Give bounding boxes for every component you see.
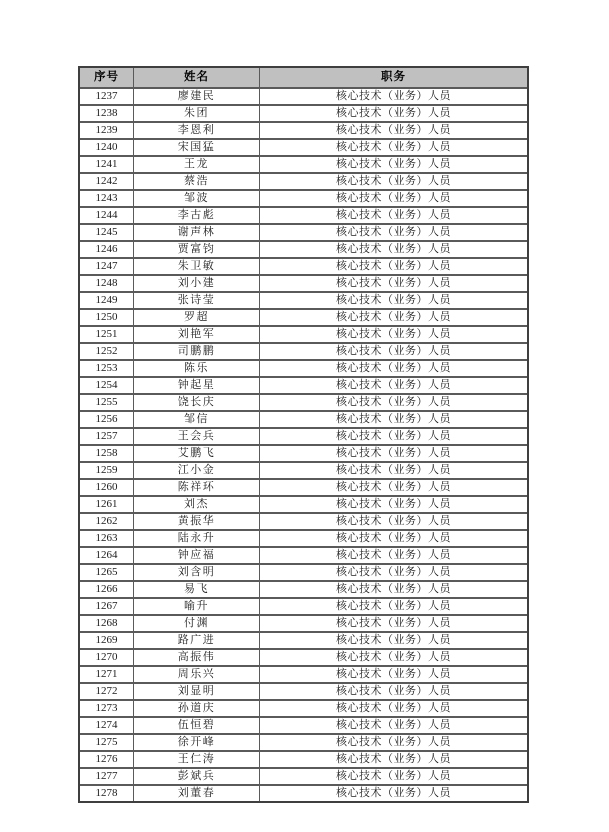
- name-cell: 周乐兴: [134, 667, 260, 682]
- title-cell: 核心技术（业务）人员: [336, 719, 451, 731]
- serial-cell: 1247: [80, 259, 134, 274]
- name-cell: 蔡浩: [134, 174, 260, 189]
- title-cell: 核心技术（业务）人员: [336, 277, 451, 289]
- name-cell: 付渊: [134, 616, 260, 631]
- table-row: [80, 240, 527, 257]
- table-row: [80, 206, 527, 223]
- name-cell: 陈乐: [134, 361, 260, 376]
- title-cell: 核心技术（业务）人员: [336, 124, 451, 136]
- table-row: [80, 359, 527, 376]
- name-cell: 刘杰: [134, 497, 260, 512]
- table-row: [80, 104, 527, 121]
- name-cell: 罗超: [134, 310, 260, 325]
- table-row: [80, 478, 527, 495]
- table-row: [80, 342, 527, 359]
- table-row: [80, 257, 527, 274]
- title-cell: 核心技术（业务）人员: [336, 311, 451, 323]
- name-cell: 朱卫敏: [134, 259, 260, 274]
- serial-cell: 1245: [80, 225, 134, 240]
- serial-cell: 1263: [80, 531, 134, 546]
- title-cell: 核心技术（业务）人员: [336, 634, 451, 646]
- name-cell: 高振伟: [134, 650, 260, 665]
- title-cell: 核心技术（业务）人员: [336, 515, 451, 527]
- table-row: [80, 495, 527, 512]
- table-row: [80, 546, 527, 563]
- title-cell: 核心技术（业务）人员: [336, 175, 451, 187]
- name-cell: 喻升: [134, 599, 260, 614]
- name-cell: 谢声林: [134, 225, 260, 240]
- name-cell: 宋国猛: [134, 140, 260, 155]
- serial-cell: 1256: [80, 412, 134, 427]
- title-cell: 核心技术（业务）人员: [336, 90, 451, 102]
- table-row: [80, 121, 527, 138]
- table-row: [80, 223, 527, 240]
- serial-cell: 1278: [80, 786, 134, 801]
- serial-cell: 1240: [80, 140, 134, 155]
- title-cell: 核心技术（业务）人员: [336, 294, 451, 306]
- serial-cell: 1248: [80, 276, 134, 291]
- name-cell: 孙道庆: [134, 701, 260, 716]
- table-row: [80, 512, 527, 529]
- serial-cell: 1249: [80, 293, 134, 308]
- name-cell: 王仁涛: [134, 752, 260, 767]
- title-cell: 核心技术（业务）人员: [336, 498, 451, 510]
- personnel-table: [78, 66, 529, 803]
- title-cell: 核心技术（业务）人员: [336, 396, 451, 408]
- table-row: [80, 716, 527, 733]
- serial-cell: 1266: [80, 582, 134, 597]
- serial-cell: 1238: [80, 106, 134, 121]
- serial-cell: 1258: [80, 446, 134, 461]
- name-cell: 张诗莹: [134, 293, 260, 308]
- name-cell: 廖建民: [134, 89, 260, 104]
- table-row: [80, 427, 527, 444]
- table-row: [80, 189, 527, 206]
- title-cell: 核心技术（业务）人员: [336, 447, 451, 459]
- name-cell: 路广进: [134, 633, 260, 648]
- name-cell: 邹信: [134, 412, 260, 427]
- title-cell: 核心技术（业务）人员: [336, 141, 451, 153]
- table-row: [80, 393, 527, 410]
- title-cell: 核心技术（业务）人员: [336, 243, 451, 255]
- serial-cell: 1260: [80, 480, 134, 495]
- serial-cell: 1252: [80, 344, 134, 359]
- serial-cell: 1254: [80, 378, 134, 393]
- table-row: [80, 784, 527, 801]
- table-row: [80, 172, 527, 189]
- name-cell: 李恩利: [134, 123, 260, 138]
- serial-cell: 1239: [80, 123, 134, 138]
- table-row: [80, 699, 527, 716]
- serial-cell: 1246: [80, 242, 134, 257]
- serial-cell: 1274: [80, 718, 134, 733]
- title-cell: 核心技术（业务）人员: [336, 668, 451, 680]
- serial-cell: 1265: [80, 565, 134, 580]
- serial-cell: 1270: [80, 650, 134, 665]
- name-cell: 邹波: [134, 191, 260, 206]
- name-cell: 刘董春: [134, 786, 260, 801]
- table-row: [80, 410, 527, 427]
- title-cell: 核心技术（业务）人员: [336, 685, 451, 697]
- table-row: [80, 733, 527, 750]
- title-cell: 核心技术（业务）人员: [336, 464, 451, 476]
- serial-cell: 1237: [80, 89, 134, 104]
- name-cell: 司鹏鹏: [134, 344, 260, 359]
- title-cell: 核心技术（业务）人员: [336, 532, 451, 544]
- serial-cell: 1269: [80, 633, 134, 648]
- title-cell: 核心技术（业务）人员: [336, 583, 451, 595]
- serial-cell: 1253: [80, 361, 134, 376]
- title-cell: 核心技术（业务）人员: [336, 549, 451, 561]
- title-cell: 核心技术（业务）人员: [336, 192, 451, 204]
- table-body: [80, 87, 527, 801]
- table-row: [80, 308, 527, 325]
- serial-cell: 1276: [80, 752, 134, 767]
- name-cell: 饶长庆: [134, 395, 260, 410]
- table-row: [80, 614, 527, 631]
- name-cell: 刘含明: [134, 565, 260, 580]
- title-cell: 核心技术（业务）人员: [336, 753, 451, 765]
- header-name: 姓名: [134, 68, 260, 87]
- name-cell: 陈祥环: [134, 480, 260, 495]
- serial-cell: 1243: [80, 191, 134, 206]
- serial-cell: 1264: [80, 548, 134, 563]
- title-cell: 核心技术（业务）人员: [336, 379, 451, 391]
- title-cell: 核心技术（业务）人员: [336, 481, 451, 493]
- table-row: [80, 563, 527, 580]
- name-cell: 陆永升: [134, 531, 260, 546]
- table-row: [80, 631, 527, 648]
- table-row: [80, 665, 527, 682]
- serial-cell: 1259: [80, 463, 134, 478]
- table-row: [80, 461, 527, 478]
- name-cell: 艾鹏飞: [134, 446, 260, 461]
- table-header-row: [80, 68, 527, 87]
- name-cell: 钟起星: [134, 378, 260, 393]
- serial-cell: 1250: [80, 310, 134, 325]
- name-cell: 易飞: [134, 582, 260, 597]
- title-cell: 核心技术（业务）人员: [336, 413, 451, 425]
- serial-cell: 1277: [80, 769, 134, 784]
- header-serial: 序号: [80, 68, 134, 87]
- title-cell: 核心技术（业务）人员: [336, 430, 451, 442]
- serial-cell: 1271: [80, 667, 134, 682]
- title-cell: 核心技术（业务）人员: [336, 209, 451, 221]
- title-cell: 核心技术（业务）人员: [336, 651, 451, 663]
- name-cell: 刘显明: [134, 684, 260, 699]
- serial-cell: 1262: [80, 514, 134, 529]
- name-cell: 李古彪: [134, 208, 260, 223]
- name-cell: 伍恒碧: [134, 718, 260, 733]
- table-row: [80, 291, 527, 308]
- name-cell: 王龙: [134, 157, 260, 172]
- table-row: [80, 274, 527, 291]
- table-row: [80, 767, 527, 784]
- name-cell: 王会兵: [134, 429, 260, 444]
- table-row: [80, 87, 527, 104]
- name-cell: 彭斌兵: [134, 769, 260, 784]
- table-row: [80, 750, 527, 767]
- name-cell: 刘艳军: [134, 327, 260, 342]
- table-row: [80, 682, 527, 699]
- name-cell: 刘小建: [134, 276, 260, 291]
- serial-cell: 1255: [80, 395, 134, 410]
- serial-cell: 1272: [80, 684, 134, 699]
- table-row: [80, 529, 527, 546]
- title-cell: 核心技术（业务）人员: [336, 770, 451, 782]
- serial-cell: 1275: [80, 735, 134, 750]
- table-row: [80, 444, 527, 461]
- table-row: [80, 597, 527, 614]
- serial-cell: 1273: [80, 701, 134, 716]
- title-cell: 核心技术（业务）人员: [336, 226, 451, 238]
- serial-cell: 1242: [80, 174, 134, 189]
- serial-cell: 1251: [80, 327, 134, 342]
- serial-cell: 1241: [80, 157, 134, 172]
- title-cell: 核心技术（业务）人员: [336, 787, 451, 799]
- name-cell: 徐开峰: [134, 735, 260, 750]
- table-row: [80, 325, 527, 342]
- title-cell: 核心技术（业务）人员: [336, 260, 451, 272]
- table-row: [80, 648, 527, 665]
- title-cell: 核心技术（业务）人员: [336, 702, 451, 714]
- serial-cell: 1268: [80, 616, 134, 631]
- name-cell: 江小金: [134, 463, 260, 478]
- title-cell: 核心技术（业务）人员: [336, 736, 451, 748]
- serial-cell: 1261: [80, 497, 134, 512]
- title-cell: 核心技术（业务）人员: [336, 600, 451, 612]
- title-cell: 核心技术（业务）人员: [336, 362, 451, 374]
- table-row: [80, 155, 527, 172]
- name-cell: 钟应福: [134, 548, 260, 563]
- header-title: 职务: [381, 70, 406, 83]
- serial-cell: 1244: [80, 208, 134, 223]
- name-cell: 贾富钧: [134, 242, 260, 257]
- name-cell: 朱团: [134, 106, 260, 121]
- title-cell: 核心技术（业务）人员: [336, 566, 451, 578]
- table-row: [80, 138, 527, 155]
- table-row: [80, 376, 527, 393]
- title-cell: 核心技术（业务）人员: [336, 107, 451, 119]
- name-cell: 黄振华: [134, 514, 260, 529]
- title-cell: 核心技术（业务）人员: [336, 158, 451, 170]
- serial-cell: 1267: [80, 599, 134, 614]
- title-cell: 核心技术（业务）人员: [336, 328, 451, 340]
- table-row: [80, 580, 527, 597]
- serial-cell: 1257: [80, 429, 134, 444]
- title-cell: 核心技术（业务）人员: [336, 617, 451, 629]
- title-cell: 核心技术（业务）人员: [336, 345, 451, 357]
